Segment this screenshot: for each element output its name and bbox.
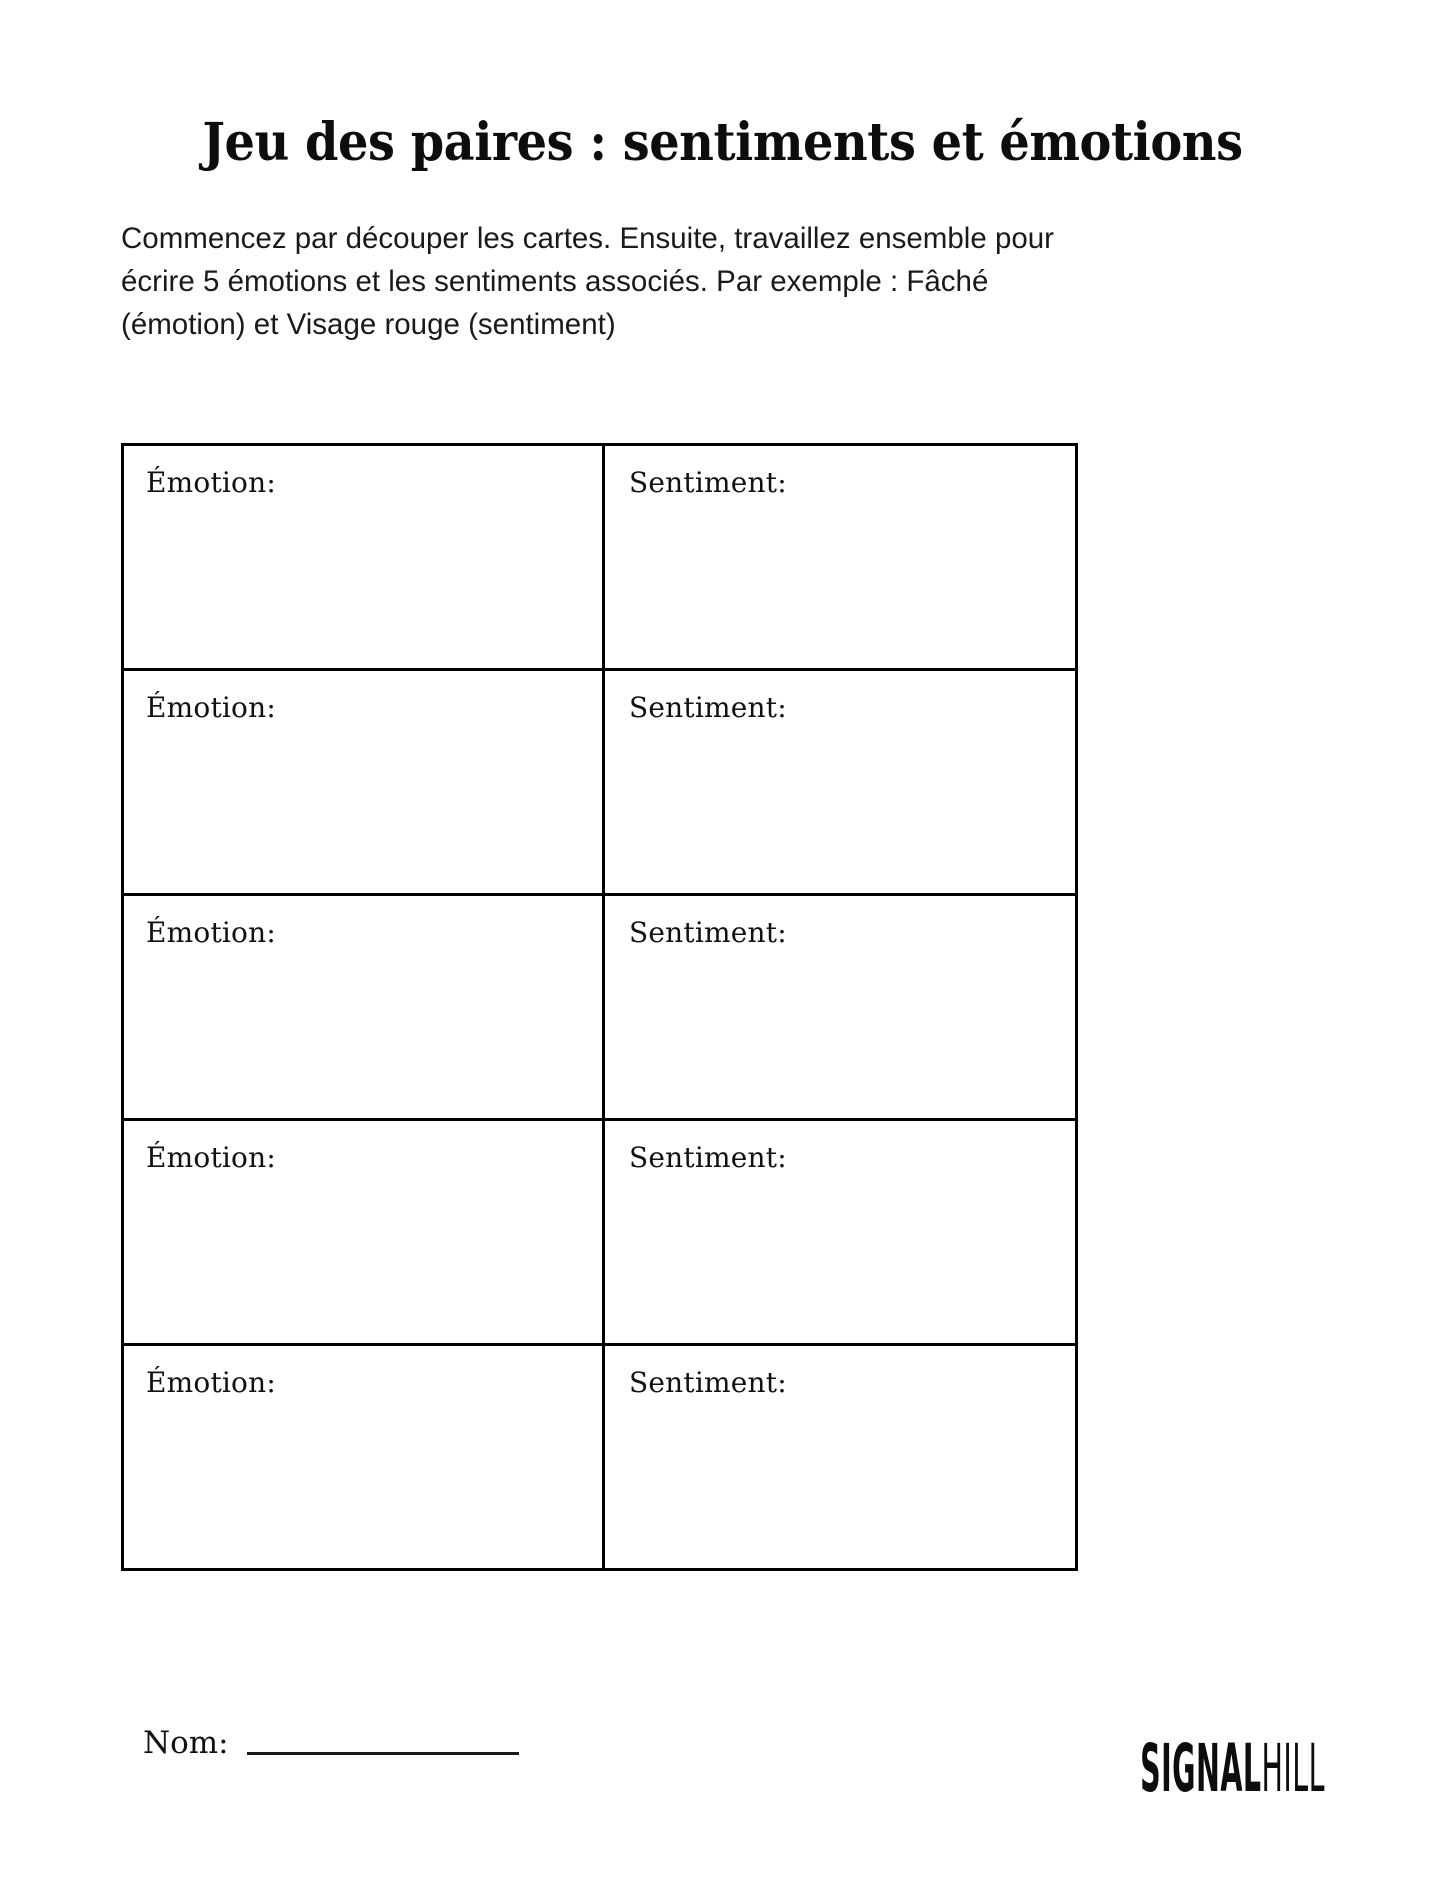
sentiment-cell-1[interactable] — [605, 446, 1075, 668]
emotion-cell-5[interactable] — [124, 1346, 605, 1568]
sentiment-label: Sentiment: — [629, 1366, 787, 1399]
pairs-table — [121, 443, 1078, 1571]
instructions-line-2: écrire 5 émotions et les sentiments associés. Par exemple : Fâché — [121, 265, 989, 298]
name-field — [143, 1725, 519, 1761]
sentiment-cell-4[interactable] — [605, 1121, 1075, 1343]
emotion-label: Émotion: — [146, 916, 276, 949]
emotion-cell-2[interactable] — [124, 671, 605, 893]
emotion-cell-3[interactable] — [124, 896, 605, 1118]
name-label: Nom: — [143, 1725, 229, 1761]
table-row — [124, 1346, 1075, 1568]
sentiment-label: Sentiment: — [629, 466, 787, 499]
emotion-cell-1[interactable] — [124, 446, 605, 668]
table-row — [124, 1121, 1075, 1346]
emotion-label: Émotion: — [146, 466, 276, 499]
sentiment-label: Sentiment: — [629, 1141, 787, 1174]
emotion-cell-4[interactable] — [124, 1121, 605, 1343]
instructions-paragraph — [121, 217, 1054, 346]
name-input-rule[interactable] — [247, 1752, 519, 1755]
sentiment-cell-2[interactable] — [605, 671, 1075, 893]
sentiment-cell-3[interactable] — [605, 896, 1075, 1118]
emotion-label: Émotion: — [146, 1141, 276, 1174]
emotion-label: Émotion: — [146, 1366, 276, 1399]
instructions-line-3: (émotion) et Visage rouge (sentiment) — [121, 308, 616, 341]
page-footer — [121, 1725, 1325, 1838]
emotion-label: Émotion: — [146, 691, 276, 724]
page-title: Jeu des paires : sentiments et émotions — [202, 112, 1243, 173]
sentiment-label: Sentiment: — [629, 916, 787, 949]
logo-secondary-text: HILL — [1261, 1729, 1325, 1808]
sentiment-label: Sentiment: — [629, 691, 787, 724]
table-row — [124, 671, 1075, 896]
table-row — [124, 896, 1075, 1121]
sentiment-cell-5[interactable] — [605, 1346, 1075, 1568]
logo-primary-text: SIGNAL — [1140, 1729, 1262, 1808]
signalhill-logo — [1140, 1729, 1325, 1808]
table-row — [124, 446, 1075, 671]
instructions-line-1: Commencez par découper les cartes. Ensuite, travaillez ensemble pour — [121, 222, 1054, 255]
